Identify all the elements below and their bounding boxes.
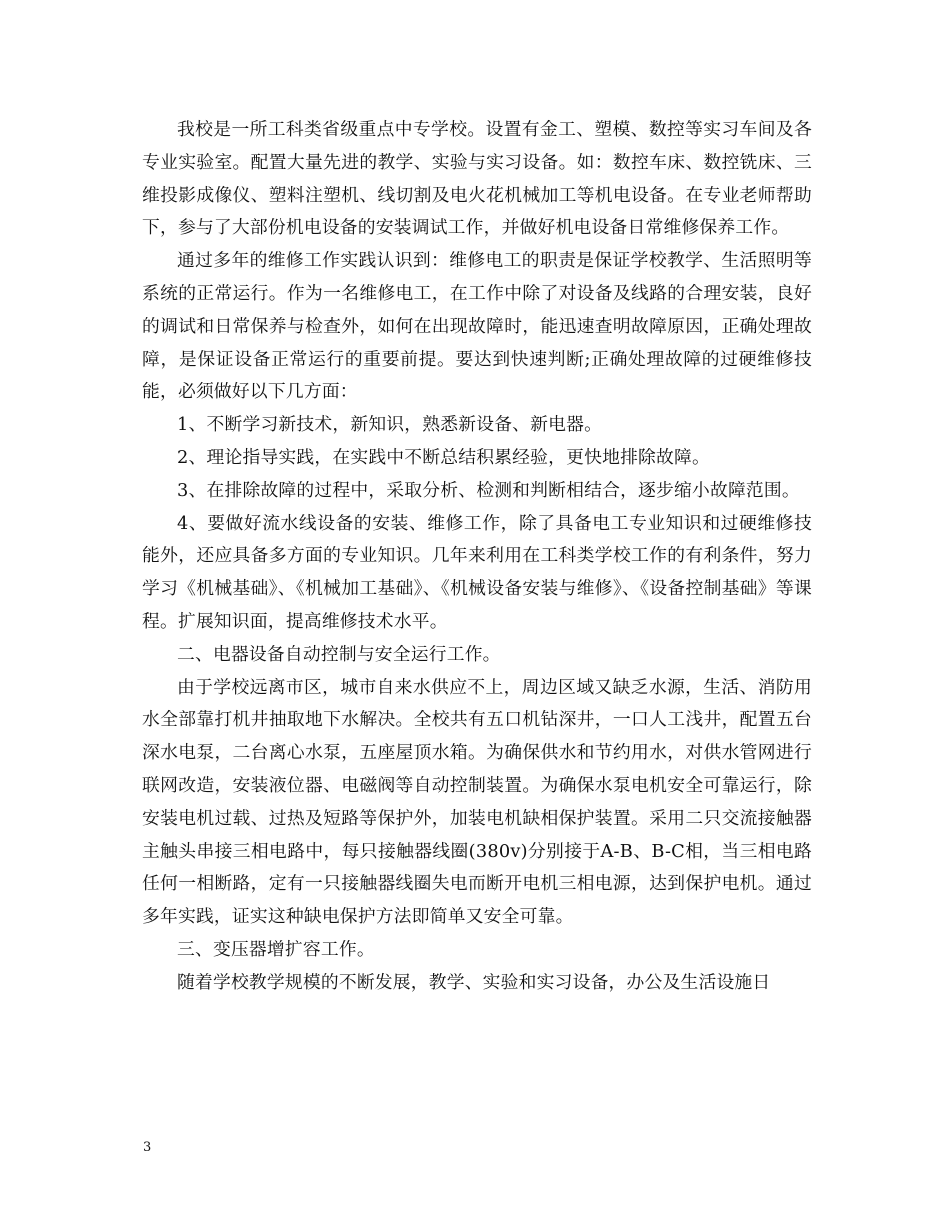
list-item-2: 2、理论指导实践，在实践中不断总结积累经验，更快地排除故障。 (177, 446, 710, 468)
paragraph-school-intro: 我校是一所工科类省级重点中专学校。设置有金工、塑模、数控等实习车间及各专业实验室。配置大量先进的教学、实验与实习设备。如：数控车床、数控铣床、三维投影成像仪、塑料注塑机、线切割及电火花机械加工等机电设备。在专业老师帮助下，参与了大部份机电设备的安装调试工作，并做好机电设备日常维修保养工作。 (142, 119, 812, 239)
section-heading-3: 三、变压器增扩容工作。 (177, 938, 375, 960)
paragraph-maintenance-practice: 通过多年的维修工作实践认识到：维修电工的职责是保证学校教学、生活照明等系统的正常运行。作为一名维修电工，在工作中除了对设备及线路的合理安装，良好的调试和日常保养与检查外，如何在出现故障时，能迅速查明故障原因，正确处理故障，是保证设备正常运行的重要前提。要达到快速判断;正确处理故障的过硬维修技能，必须做好以下几方面： (142, 250, 812, 403)
list-item-1: 1、不断学习新技术，新知识，熟悉新设备、新电器。 (177, 414, 603, 436)
paragraph-water-supply: 由于学校远离市区，城市自来水供应不上，周边区域又缺乏水源，生活、消防用水全部靠打机井抽取地下水解决。全校共有五口机钻深井，一口人工浅井，配置五台深水电泵，二台离心水泵，五座屋顶水箱。为确保供水和节约用水，对供水管网进行联网改造，安装液位器、电磁阀等自动控制装置。为确保水泵电机安全可靠运行，除安装电机过载、过热及短路等保护外，加装电机缺相保护装置。采用二只交流接触器主触头串接三相电路中，每只接触器线圈(380v)分别接于A-B、B-C相，当三相电路任何一相断路，定有一只接触器线圈失电而断开电机三相电源，达到保护电机。通过多年实践，证实这种缺电保护方法即简单又安全可靠。 (142, 676, 812, 928)
section-heading-2: 二、电器设备自动控制与安全运行工作。 (177, 643, 501, 665)
list-item-4: 4、要做好流水线设备的安装、维修工作，除了具备电工专业知识和过硬维修技能外，还应具备多方面的专业知识。几年来利用在工科类学校工作的有利条件，努力学习《机械基础》、《机械加工基础》、《机械设备安装与维修》、《设备控制基础》等课程。扩展知识面，提高维修技术水平。 (142, 512, 812, 632)
body-text (142, 114, 812, 1000)
page-number: 3 (143, 1140, 152, 1155)
paragraph-transformer: 随着学校教学规模的不断发展，教学、实验和实习设备，办公及生活设施日 (177, 971, 771, 993)
list-item-3: 3、在排除故障的过程中，采取分析、检测和判断相结合，逐步缩小故障范围。 (177, 479, 800, 501)
